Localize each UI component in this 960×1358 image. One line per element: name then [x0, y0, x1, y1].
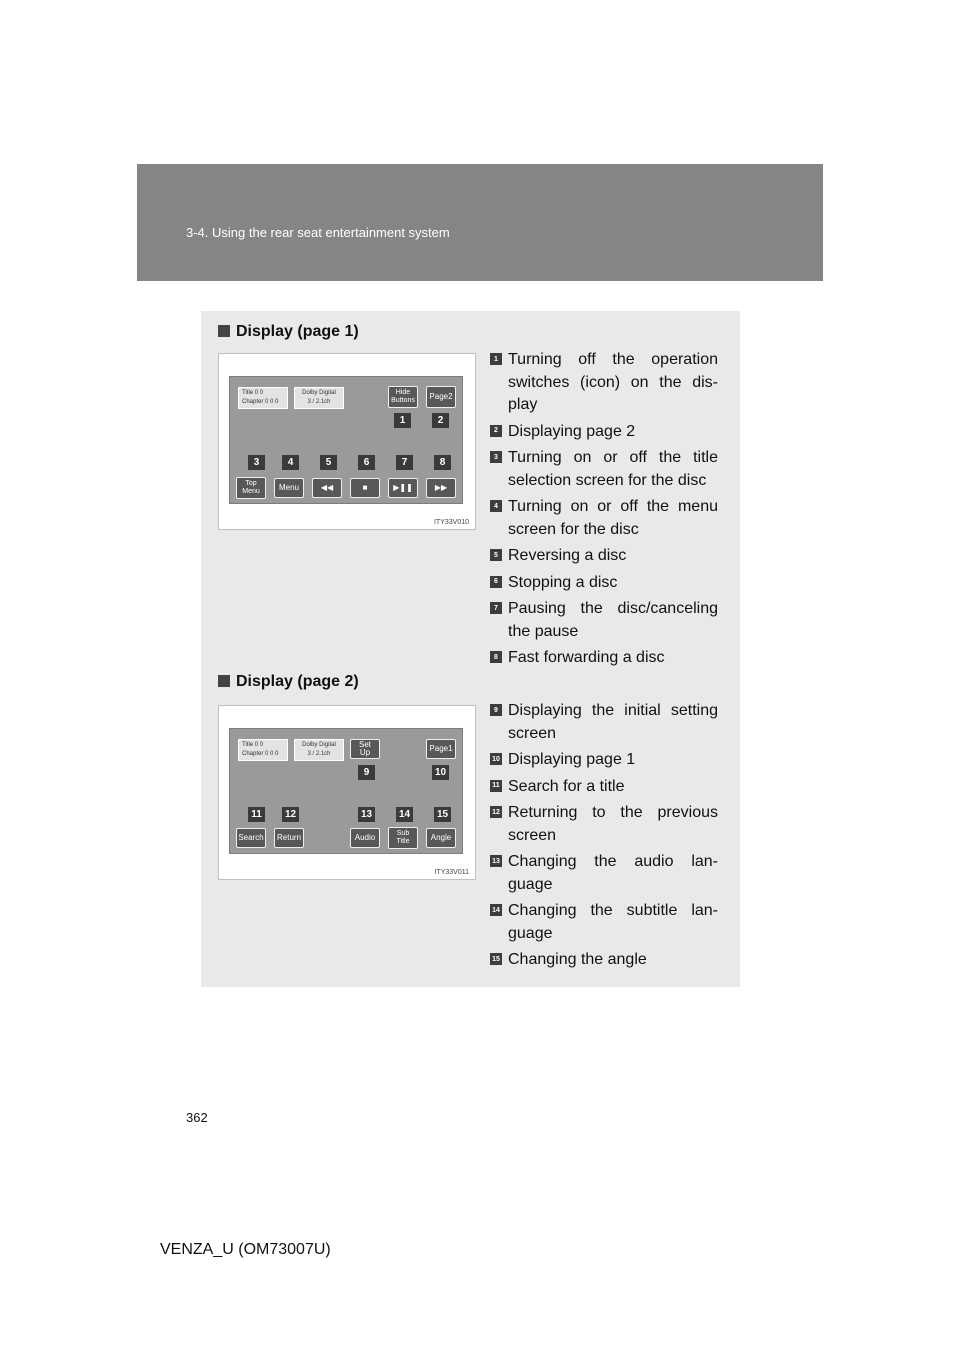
section-header: 3-4. Using the rear seat entertainment system: [186, 225, 450, 240]
list-item: 11 Search for a title: [490, 776, 718, 799]
return-button[interactable]: Return: [274, 828, 304, 848]
page2-button[interactable]: Page2: [426, 386, 456, 408]
screen-page2: [229, 728, 463, 854]
square-bullet-icon: [218, 675, 230, 687]
list-item: 2 Displaying page 2: [490, 421, 718, 444]
callout-6: 6: [358, 455, 375, 470]
callout-4: 4: [282, 455, 299, 470]
search-button[interactable]: Search: [236, 828, 266, 848]
callout-1: 1: [394, 413, 411, 428]
reverse-button[interactable]: [312, 478, 342, 498]
number-badge: 8: [490, 651, 502, 663]
list-item: 4 Turning on or off the menu screen for the disc: [490, 496, 718, 541]
header-band: [137, 164, 823, 281]
number-badge: 3: [490, 451, 502, 463]
number-badge: 5: [490, 549, 502, 561]
square-bullet-icon: [218, 325, 230, 337]
play-pause-icon: ▶❚❚: [393, 483, 413, 492]
angle-button[interactable]: Angle: [426, 828, 456, 848]
play-pause-button[interactable]: [388, 478, 418, 498]
figure-code: ITY33V010: [433, 519, 469, 526]
callout-7: 7: [396, 455, 413, 470]
callout-15: 15: [434, 807, 451, 822]
number-badge: 13: [490, 855, 502, 867]
callout-11: 11: [248, 807, 265, 822]
page1-button[interactable]: Page1: [426, 739, 456, 759]
item-list-page2: [490, 700, 718, 976]
top-menu-button[interactable]: Top Menu: [236, 477, 266, 499]
stop-icon: ■: [362, 483, 368, 492]
audio-format-info: Dolby Digital 3 / 2.1ch: [294, 739, 344, 761]
page-number: 362: [186, 1110, 208, 1125]
list-item: 10 Displaying page 1: [490, 749, 718, 772]
number-badge: 10: [490, 753, 502, 765]
callout-9: 9: [358, 765, 375, 780]
hide-buttons-button[interactable]: Hide Buttons: [388, 386, 418, 408]
audio-format-info: Dolby Digital 3 / 2.1ch: [294, 387, 344, 409]
figure-display-page2: [218, 705, 476, 880]
callout-13: 13: [358, 807, 375, 822]
number-badge: 4: [490, 500, 502, 512]
number-badge: 11: [490, 780, 502, 792]
screen-page1: [229, 376, 463, 504]
number-badge: 14: [490, 904, 502, 916]
callout-5: 5: [320, 455, 337, 470]
number-badge: 6: [490, 576, 502, 588]
sub-title-button[interactable]: Sub Title: [388, 827, 418, 849]
list-item: 13 Changing the audio lan-guage: [490, 851, 718, 896]
menu-button[interactable]: Menu: [274, 478, 304, 498]
callout-2: 2: [432, 413, 449, 428]
list-item: 6 Stopping a disc: [490, 572, 718, 595]
title-chapter-info: Title 0 0 Chapter 0 0 0: [238, 739, 288, 761]
number-badge: 9: [490, 704, 502, 716]
number-badge: 2: [490, 425, 502, 437]
callout-8: 8: [434, 455, 451, 470]
list-item: 12 Returning to the previous screen: [490, 802, 718, 847]
set-up-button[interactable]: Set Up: [350, 739, 380, 759]
figure-display-page1: [218, 353, 476, 530]
number-badge: 1: [490, 353, 502, 365]
title-chapter-info: Title 0 0 Chapter 0 0 0: [238, 387, 288, 409]
number-badge: 12: [490, 806, 502, 818]
list-item: 5 Reversing a disc: [490, 545, 718, 568]
document-footer: VENZA_U (OM73007U): [160, 1241, 331, 1258]
fast-forward-icon: ▶▶: [434, 483, 448, 492]
list-item: 3 Turning on or off the title selection screen for the disc: [490, 447, 718, 492]
list-item: 14 Changing the subtitle lan-guage: [490, 900, 718, 945]
stop-button[interactable]: [350, 478, 380, 498]
callout-14: 14: [396, 807, 413, 822]
list-item: 9 Displaying the initial setting screen: [490, 700, 718, 745]
callout-3: 3: [248, 455, 265, 470]
figure-code: ITY33V011: [434, 869, 469, 876]
number-badge: 7: [490, 602, 502, 614]
callout-12: 12: [282, 807, 299, 822]
fast-forward-button[interactable]: [426, 478, 456, 498]
item-list-page1: [490, 349, 718, 674]
list-item: 1 Turning off the operation switches (icon) on the dis-play: [490, 349, 718, 417]
section-heading-page1: Display (page 1): [218, 323, 359, 341]
number-badge: 15: [490, 953, 502, 965]
list-item: 15 Changing the angle: [490, 949, 718, 972]
reverse-icon: ◀◀: [320, 483, 334, 492]
section-heading-page2: Display (page 2): [218, 673, 359, 691]
audio-button[interactable]: Audio: [350, 828, 380, 848]
list-item: 7 Pausing the disc/canceling the pause: [490, 598, 718, 643]
callout-10: 10: [432, 765, 449, 780]
list-item: 8 Fast forwarding a disc: [490, 647, 718, 670]
